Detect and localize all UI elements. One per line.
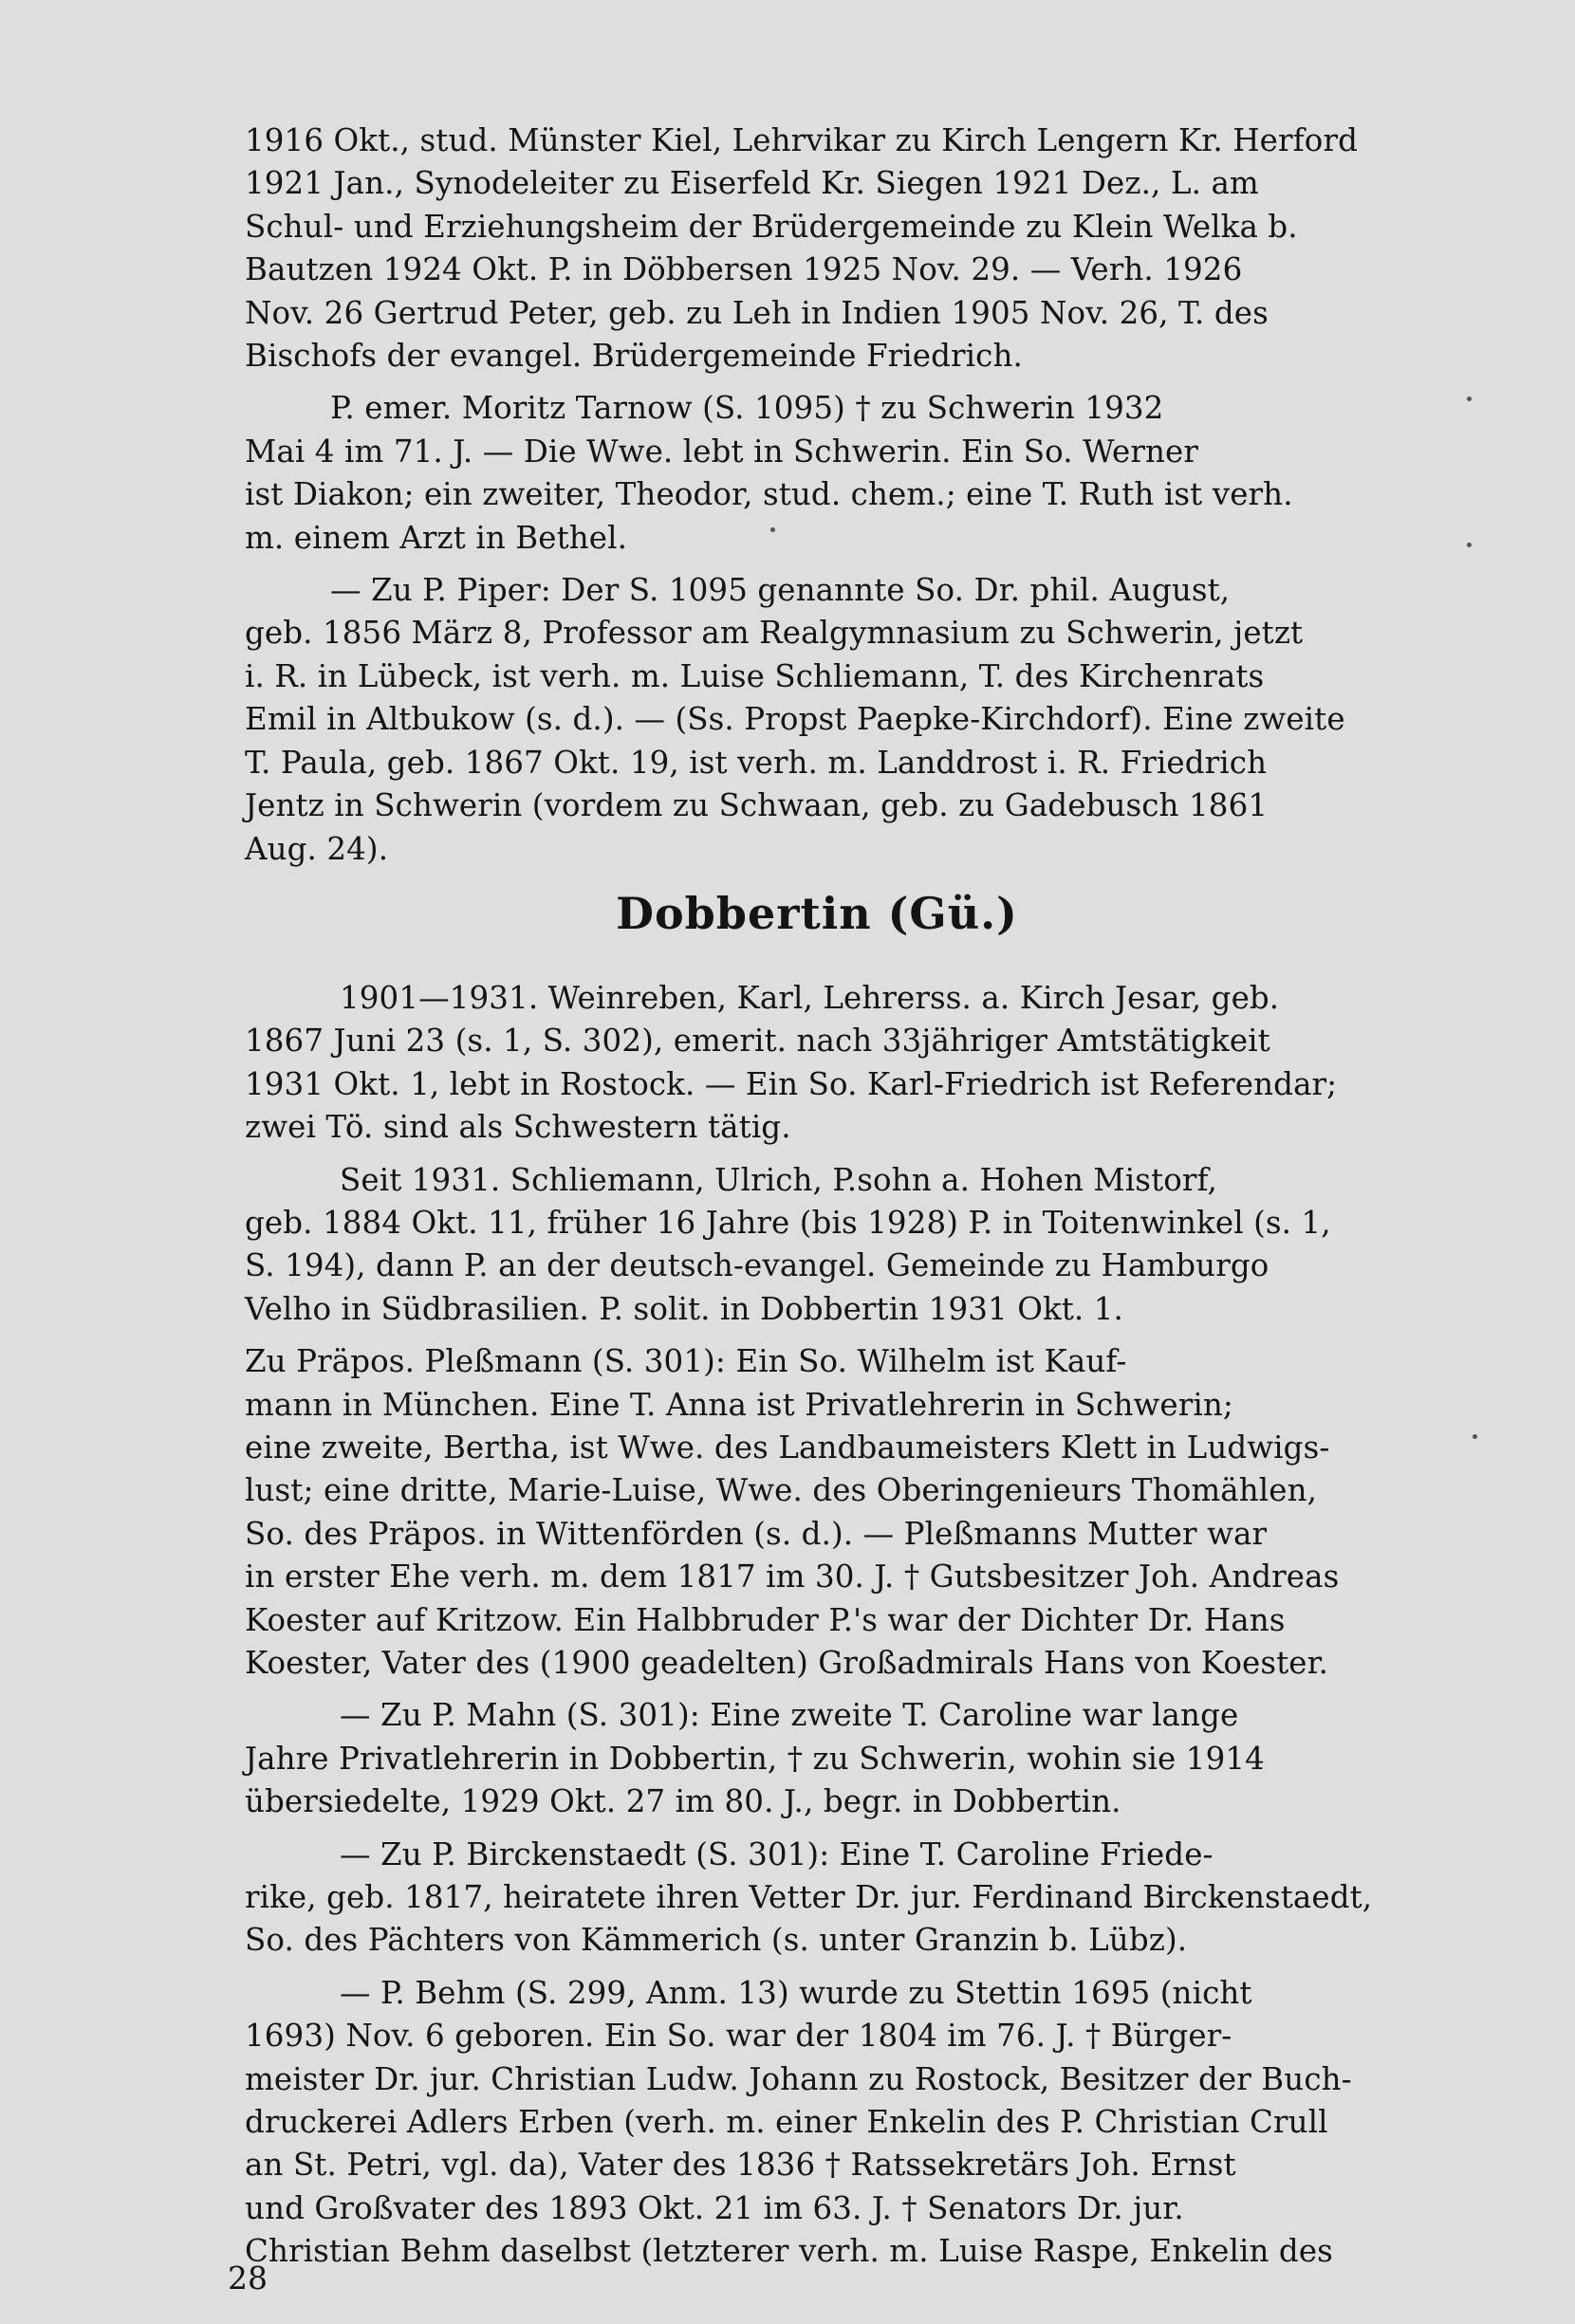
paragraph-birckenstaedt: — Zu P. Birckenstaedt (S. 301): Eine T. Caroline Friede- rike, geb. 1817, heiratete ihren Vetter Dr. jur. Ferdinand Birckenstaedt, So. des Pächters von Kämmerich (s. unter Granzin b. Lübz). (245, 1835, 1373, 1959)
paragraph-plessmann: Zu Präpos. Pleßmann (S. 301): Ein So. Wilhelm ist Kauf- mann in München. Eine T. Anna ist Privatlehrerin in Schwerin; eine zweite, Bertha, ist Wwe. des Landbaumeisters Klett in Ludwigs- lust; eine dritte, Marie-Luise, Wwe. des Oberingenieurs Thomählen, So. des Präpos. in Wittenförden (s. d.). — Pleßmanns Mutter war in erster Ehe verh. m. dem 1817 im 30. J. † Gutsbesitzer Joh. Andreas Koester auf Kritzow. Ein Halbbruder P.'s war der Dichter Dr. Hans Koester, Vater des (1900 geadelten) Großadmirals Hans von Koester. (245, 1343, 1340, 1681)
paragraph-schliemann: Seit 1931. Schliemann, Ulrich, P.sohn a. Hohen Mistorf, geb. 1884 Okt. 11, früher 16 Jahre (bis 1928) P. in Toitenwinkel (s. 1, S. 194), dann P. an der deutsch-evangel. Gemeinde zu Hamburgo Velho in Südbrasilien. P. solit. in Dobbertin 1931 Okt. 1. (245, 1161, 1331, 1327)
main-text (245, 120, 1389, 2274)
page-number: 28 (228, 2259, 268, 2296)
section-heading: Dobbertin (Gü.) (616, 887, 1018, 939)
section-heading-wrapper (245, 871, 1389, 969)
paragraph-mahn: — Zu P. Mahn (S. 301): Eine zweite T. Caroline war lange Jahre Privatlehrerin in Dobbertin, † zu Schwerin, wohin sie 1914 übersiedelte, 1929 Okt. 27 im 80. J., begr. in Dobbertin. (245, 1697, 1265, 1820)
paragraph-doebbersen-bio: 1916 Okt., stud. Münster Kiel, Lehrvikar zu Kirch Lengern Kr. Herford 1921 Jan., Synodeleiter zu Eiserfeld Kr. Siegen 1921 Dez., L. am Schul- und Erziehungsheim der Brüdergemeinde zu Klein Welka b. Bautzen 1924 Okt. P. in Döbbersen 1925 Nov. 29. — Verh. 1926 Nov. 26 Gertrud Peter, geb. zu Leh in Indien 1905 Nov. 26, T. des Bischofs der evangel. Brüdergemeinde Friedrich. (245, 122, 1358, 375)
scan-speck-2 (1467, 543, 1472, 547)
scan-speck-3 (1473, 1434, 1477, 1439)
paragraph-weinreben: 1901—1931. Weinreben, Karl, Lehrerss. a. Kirch Jesar, geb. 1867 Juni 23 (s. 1, S. 302), emerit. nach 33jähriger Amtstätigkeit 1931 Okt. 1, lebt in Rostock. — Ein So. Karl-Friedrich ist Referendar; zwei Tö. sind als Schwestern tätig. (245, 979, 1338, 1146)
paragraph-tarnow: P. emer. Moritz Tarnow (S. 1095) † zu Schwerin 1932 Mai 4 im 71. J. — Die Wwe. lebt in Schwerin. Ein So. Werner ist Diakon; ein zweiter, Theodor, stud. chem.; eine T. Ruth ist verh. m. einem Arzt in Bethel. (245, 390, 1293, 556)
scan-speck-1 (1467, 397, 1472, 401)
paragraph-piper: — Zu P. Piper: Der S. 1095 genannte So. Dr. phil. August, geb. 1856 März 8, Professor am Realgymnasium zu Schwerin, jetzt i. R. in Lübeck, ist verh. m. Luise Schliemann, T. des Kirchenrats Emil in Altbukow (s. d.). — (Ss. Propst Paepke-Kirchdorf). Eine zweite T. Paula, geb. 1867 Okt. 19, ist verh. m. Landdrost i. R. Friedrich Jentz in Schwerin (vordem zu Schwaan, geb. zu Gadebusch 1861 Aug. 24). (245, 572, 1345, 867)
paragraph-behm: — P. Behm (S. 299, Anm. 13) wurde zu Stettin 1695 (nicht 1693) Nov. 6 geboren. Ein So. war der 1804 im 76. J. † Bürger- meister Dr. jur. Christian Ludw. Johann zu Rostock, Besitzer der Buch- druckerei Adlers Erben (verh. m. einer Enkelin des P. Christian Crull an St. Petri, vgl. da), Vater des 1836 † Ratssekretärs Joh. Ernst und Großvater des 1893 Okt. 21 im 63. J. † Senators Dr. jur. Christian Behm daselbst (letzterer verh. m. Luise Raspe, Enkelin des (245, 1974, 1352, 2270)
scan-speck-4 (770, 527, 775, 532)
